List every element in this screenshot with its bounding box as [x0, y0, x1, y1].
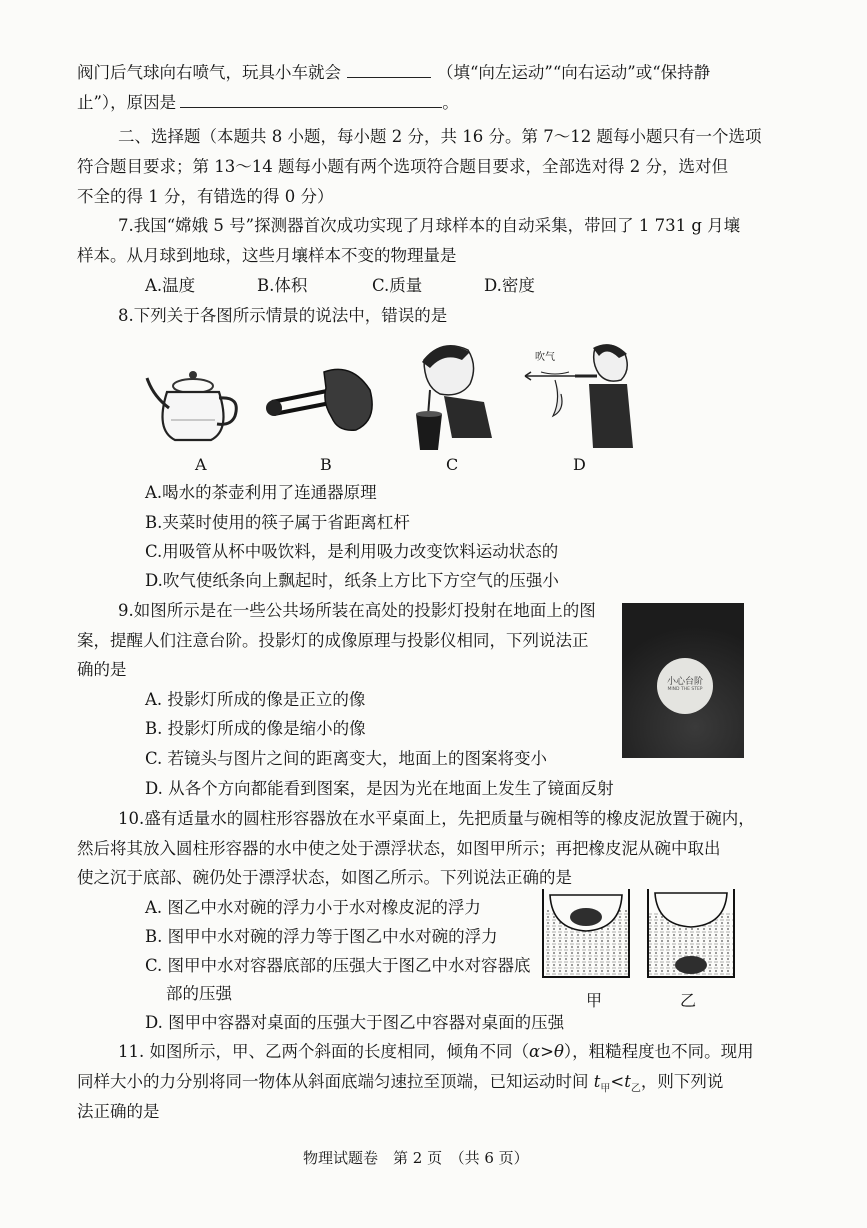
section2-heading-line3: 不全的得 1 分，有错选的得 0 分）	[77, 187, 334, 206]
blowing-paper-figure	[515, 340, 635, 452]
q8-figure-label-c: C	[446, 455, 459, 474]
chopsticks-figure	[262, 362, 382, 437]
q6-text-b: （填“向左运动”“向右运动”或“保持静	[437, 63, 711, 82]
section2-heading-line2: 符合题目要求；第 13～14 题每小题有两个选项符合题目要求，全部选对得 2 分，选对但	[77, 157, 728, 176]
photo-text-cn: 小心台阶	[666, 677, 703, 687]
q6-line2	[77, 92, 459, 114]
projection-photo	[622, 603, 744, 758]
q11-stem-line1	[118, 1041, 754, 1063]
q8-figure-label-d: D	[573, 455, 586, 474]
q11-text-1c: ），粗糙程度也不同。现用	[563, 1042, 754, 1061]
q9-stem-line1: 9.如图所示是在一些公共场所装在高处的投影灯投射在地面上的图	[118, 601, 596, 620]
q10-option-b[interactable]: B. 图甲中水对碗的浮力等于图乙中水对碗的浮力	[145, 927, 498, 946]
q9-option-b[interactable]: B. 投影灯所成的像是缩小的像	[145, 719, 366, 738]
q9-stem-line3: 确的是	[77, 660, 127, 679]
photo-text-en: MIND THE STEP	[667, 687, 703, 692]
q11-text-2a: 同样大小的力分别将同一物体从斜面底端匀速拉至顶端，已知运动时间	[77, 1072, 589, 1091]
q10-stem-line1: 10.盛有适量水的圆柱形容器放在水平桌面上，先把质量与碗相等的橡皮泥放置于碗内，	[118, 809, 755, 828]
q8-figure-label-b: B	[320, 455, 332, 474]
q11-stem-line2	[77, 1071, 723, 1100]
q8-option-a[interactable]: A.喝水的茶壶利用了连通器原理	[145, 483, 377, 502]
page-footer: 物理试题卷 第 2 页 （共 6 页）	[303, 1149, 529, 1167]
teapot-figure	[145, 360, 241, 445]
q10-figure-label-yi: 乙	[680, 991, 697, 1010]
q8-option-b[interactable]: B.夹菜时使用的筷子属于省距离杠杆	[145, 513, 410, 532]
q10-option-a[interactable]: A. 图乙中水对碗的浮力小于水对橡皮泥的浮力	[145, 898, 481, 917]
q8-option-c[interactable]: C.用吸管从杯中吸饮料，是利用吸力改变饮料运动状态的	[145, 542, 559, 561]
q10-option-d[interactable]: D. 图甲中容器对桌面的压强大于图乙中容器对桌面的压强	[145, 1013, 565, 1032]
q11-stem-line3: 法正确的是	[77, 1102, 160, 1121]
q7-option-c[interactable]: C.质量	[372, 276, 423, 295]
q6-line1	[77, 62, 710, 84]
q6-text-c: 止”），原因是	[77, 93, 177, 112]
q11-sub-yi: 乙	[630, 1083, 641, 1095]
straw-drinking-figure	[404, 338, 494, 453]
q6-answer-blank-1[interactable]	[347, 63, 431, 78]
section2-heading-line1: 二、选择题（本题共 8 小题，每小题 2 分，共 16 分。第 7～12 题每小题只有一个选项	[118, 127, 762, 146]
q10-option-c-cont: 部的压强	[166, 984, 232, 1003]
q9-option-a[interactable]: A. 投影灯所成的像是正立的像	[145, 690, 366, 709]
q7-option-b[interactable]: B.体积	[257, 276, 308, 295]
q11-text-2b: ，则下列说	[640, 1072, 724, 1091]
q7-options	[145, 275, 535, 297]
q11-text-1a: 11. 如图所示，甲、乙两个斜面的长度相同，倾角不同（	[118, 1042, 529, 1061]
q7-stem-line2: 样本。从月球到地球，这些月壤样本不变的物理量是	[77, 246, 457, 265]
q7-stem-line1: 7.我国“嫦娥 5 号”探测器首次成功实现了月球样本的自动采集，带回了 1 731 g 月壤	[118, 216, 741, 235]
q10-figure-label-jia: 甲	[586, 991, 603, 1010]
q10-stem-line3: 使之沉于底部、碗仍处于漂浮状态，如图乙所示。下列说法正确的是	[77, 868, 572, 887]
bowl-container-figure	[540, 885, 740, 985]
blow-label: 吹气	[535, 352, 555, 363]
q7-option-d[interactable]: D.密度	[484, 276, 535, 295]
q11-sub-jia: 甲	[600, 1083, 611, 1095]
q6-period: 。	[442, 93, 459, 112]
q9-option-c[interactable]: C. 若镜头与图片之间的距离变大，地面上的图案将变小	[145, 749, 548, 768]
q7-option-a[interactable]: A.温度	[145, 276, 196, 295]
q8-figure-label-a: A	[195, 455, 207, 474]
q8-stem: 8.下列关于各图所示情景的说法中，错误的是	[118, 306, 448, 325]
q9-stem-line2: 案，提醒人们注意台阶。投影灯的成像原理与投影仪相同，下列说法正	[77, 631, 589, 650]
q9-option-d[interactable]: D. 从各个方向都能看到图案，是因为光在地面上发生了镜面反射	[145, 779, 614, 798]
q11-angle-relation: α>θ	[529, 1042, 564, 1061]
q6-text-a: 阀门后气球向右喷气，玩具小车就会	[77, 63, 341, 82]
q10-stem-line2: 然后将其放入圆柱形容器的水中使之处于漂浮状态，如图甲所示；再把橡皮泥从碗中取出	[77, 839, 721, 858]
step-warning-circle	[657, 658, 713, 714]
q11-t-jia: t	[593, 1072, 601, 1091]
q11-less-than: <	[610, 1072, 625, 1091]
q10-option-c[interactable]: C. 图甲中水对容器底部的压强大于图乙中水对容器底	[145, 956, 531, 975]
q8-option-d[interactable]: D.吹气使纸条向上飘起时，纸条上方比下方空气的压强小	[145, 571, 559, 590]
q11-t-yi: t	[624, 1072, 631, 1091]
q6-answer-blank-2[interactable]	[180, 93, 442, 108]
